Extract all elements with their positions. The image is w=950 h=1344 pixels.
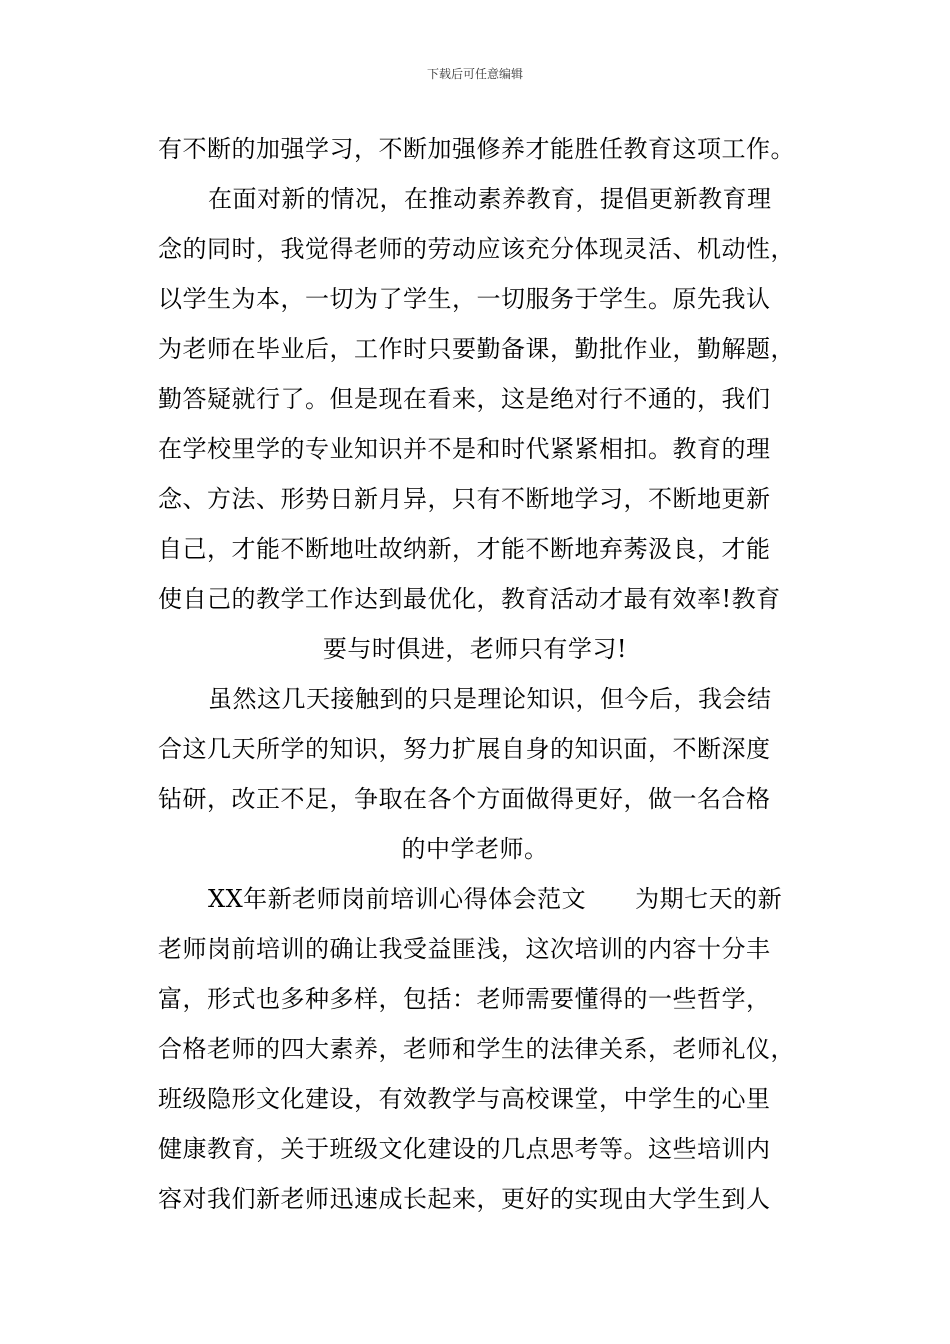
text-line: 富，形式也多种多样，包括：老师需要懂得的一些哲学， (158, 985, 771, 1013)
text-line: 勤答疑就行了。但是现在看来，这是绝对行不通的，我们 (158, 385, 771, 413)
text-line: 合这几天所学的知识，努力扩展自身的知识面，不断深度 (158, 735, 771, 763)
text-line: 为老师在毕业后，工作时只要勤备课，勤批作业，勤解题， (158, 335, 795, 363)
text-line: 老师岗前培训的确让我受益匪浅，这次培训的内容十分丰 (158, 935, 771, 963)
text-line: 在面对新的情况，在推动素养教育，提倡更新教育理 (208, 185, 772, 213)
text-line: 以学生为本，一切为了学生，一切服务于学生。原先我认 (158, 285, 771, 313)
text-line: 自己，才能不断地吐故纳新，才能不断地弃莠汲良，才能 (158, 535, 771, 563)
text-line: 容对我们新老师迅速成长起来，更好的实现由大学生到人 (158, 1185, 771, 1213)
text-line: 念、方法、形势日新月异，只有不断地学习，不断地更新 (158, 485, 771, 513)
text-line: 有不断的加强学习，不断加强修养才能胜任教育这项工作。 (158, 135, 795, 163)
text-line: 念的同时，我觉得老师的劳动应该充分体现灵活、机动性， (158, 235, 795, 263)
text-line: 虽然这几天接触到的只是理论知识，但今后，我会结 (208, 685, 772, 713)
text-line: 使自己的教学工作达到最优化，教育活动才最有效率!教育 (158, 585, 781, 613)
page-header: 下载后可任意编辑 (426, 67, 523, 81)
text-line: 健康教育，关于班级文化建设的几点思考等。这些培训内 (158, 1135, 771, 1163)
text-line: 钻研，改正不足，争取在各个方面做得更好，做一名合格 (158, 785, 771, 813)
text-line: 班级隐形文化建设，有效教学与高校课堂，中学生的心里 (158, 1085, 771, 1113)
text-line: 的中学老师。 (401, 835, 549, 863)
text-line: 合格老师的四大素养，老师和学生的法律关系，老师礼仪， (158, 1035, 795, 1063)
text-line: 在学校里学的专业知识并不是和时代紧紧相扣。教育的理 (158, 435, 771, 463)
text-line: 要与时俱进，老师只有学习! (322, 635, 628, 663)
text-line: XX年新老师岗前培训心得体会范文 为期七天的新 (208, 885, 783, 913)
